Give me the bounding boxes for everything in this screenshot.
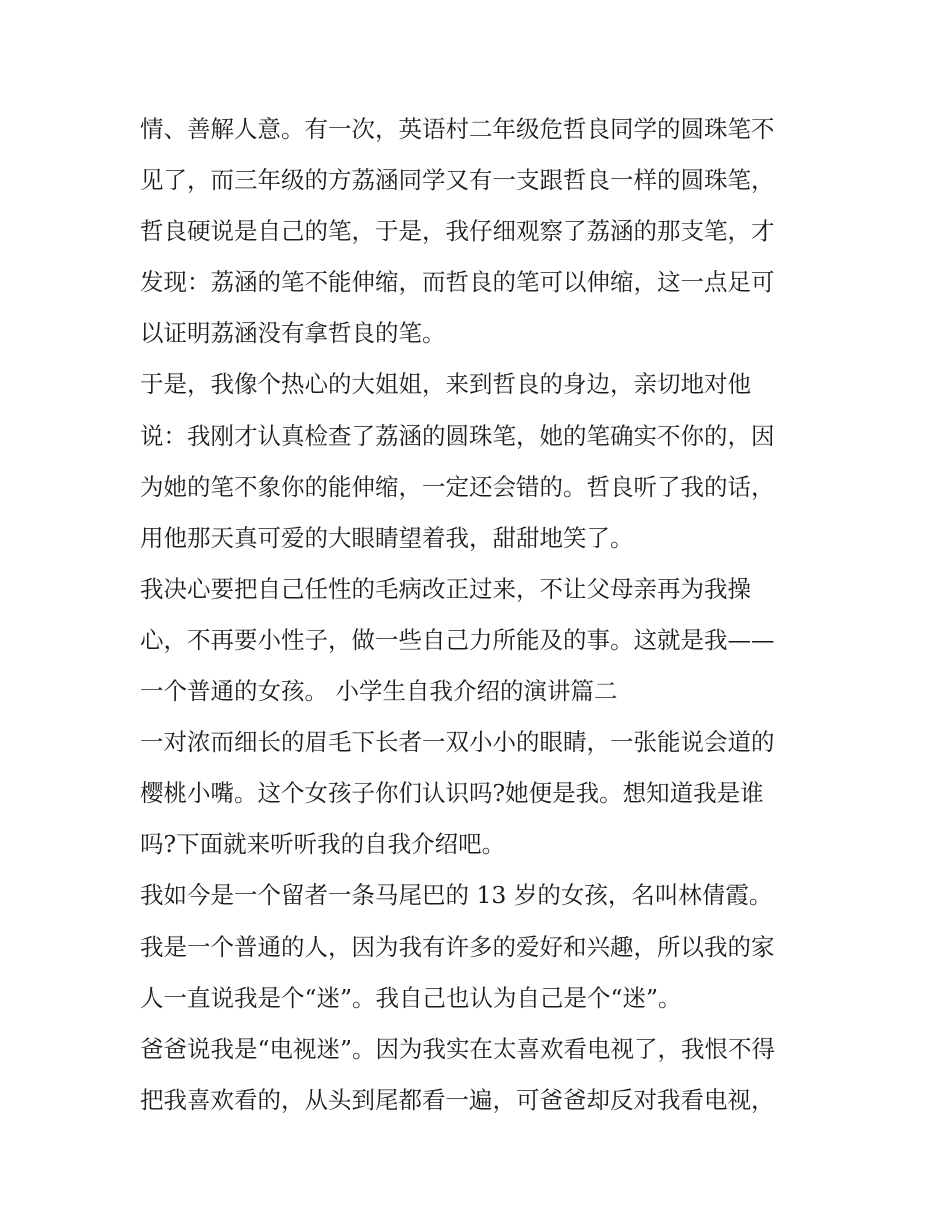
text-line: 吗?下面就来听听我的自我介绍吧。 bbox=[140, 830, 506, 859]
text-line: 哲良硬说是自己的笔，于是，我仔细观察了荔涵的那支笔，才 bbox=[140, 217, 775, 246]
text-line: 我决心要把自己任性的毛病改正过来，不让父母亲再为我操 bbox=[140, 574, 751, 603]
text-line: 爸爸说我是“电视迷”。因为我实在太喜欢看电视了，我恨不得 bbox=[140, 1034, 776, 1063]
text-line: 用他那天真可爱的大眼睛望着我，甜甜地笑了。 bbox=[140, 523, 634, 552]
text-line: 见了，而三年级的方荔涵同学又有一支跟哲良一样的圆珠笔， bbox=[140, 166, 775, 195]
text-line: 我如今是一个留者一条马尾巴的 13 岁的女孩，名叫林倩霞。 bbox=[140, 881, 773, 910]
text-line: 一个普通的女孩。 小学生自我介绍的演讲篇二 bbox=[140, 677, 618, 706]
text-line: 一对浓而细长的眉毛下长者一双小小的眼睛，一张能说会道的 bbox=[140, 728, 775, 757]
text-line: 情、善解人意。有一次，英语村二年级危哲良同学的圆珠笔不 bbox=[140, 115, 775, 143]
text-line: 于是，我像个热心的大姐姐，来到哲良的身边，亲切地对他 bbox=[140, 370, 751, 399]
text-line: 心，不再要小性子，做一些自己力所能及的事。这就是我—— bbox=[140, 625, 775, 654]
body-text bbox=[140, 107, 820, 1129]
text-line: 发现：荔涵的笔不能伸缩，而哲良的笔可以伸缩，这一点足可 bbox=[140, 268, 775, 297]
text-line: 以证明荔涵没有拿哲良的笔。 bbox=[140, 319, 446, 348]
text-line: 我是一个普通的人，因为我有许多的爱好和兴趣，所以我的家 bbox=[140, 932, 775, 961]
text-line: 把我喜欢看的，从头到尾都看一遍，可爸爸却反对我看电视， bbox=[140, 1085, 775, 1114]
text-line: 为她的笔不象你的能伸缩，一定还会错的。哲良听了我的话， bbox=[140, 472, 775, 501]
text-line: 樱桃小嘴。这个女孩子你们认识吗?她便是我。想知道我是谁 bbox=[140, 779, 764, 808]
text-line: 说：我刚才认真检查了荔涵的圆珠笔，她的笔确实不你的，因 bbox=[140, 421, 775, 450]
text-line: 人一直说我是个“迷”。我自己也认为自己是个“迷”。 bbox=[140, 983, 682, 1012]
